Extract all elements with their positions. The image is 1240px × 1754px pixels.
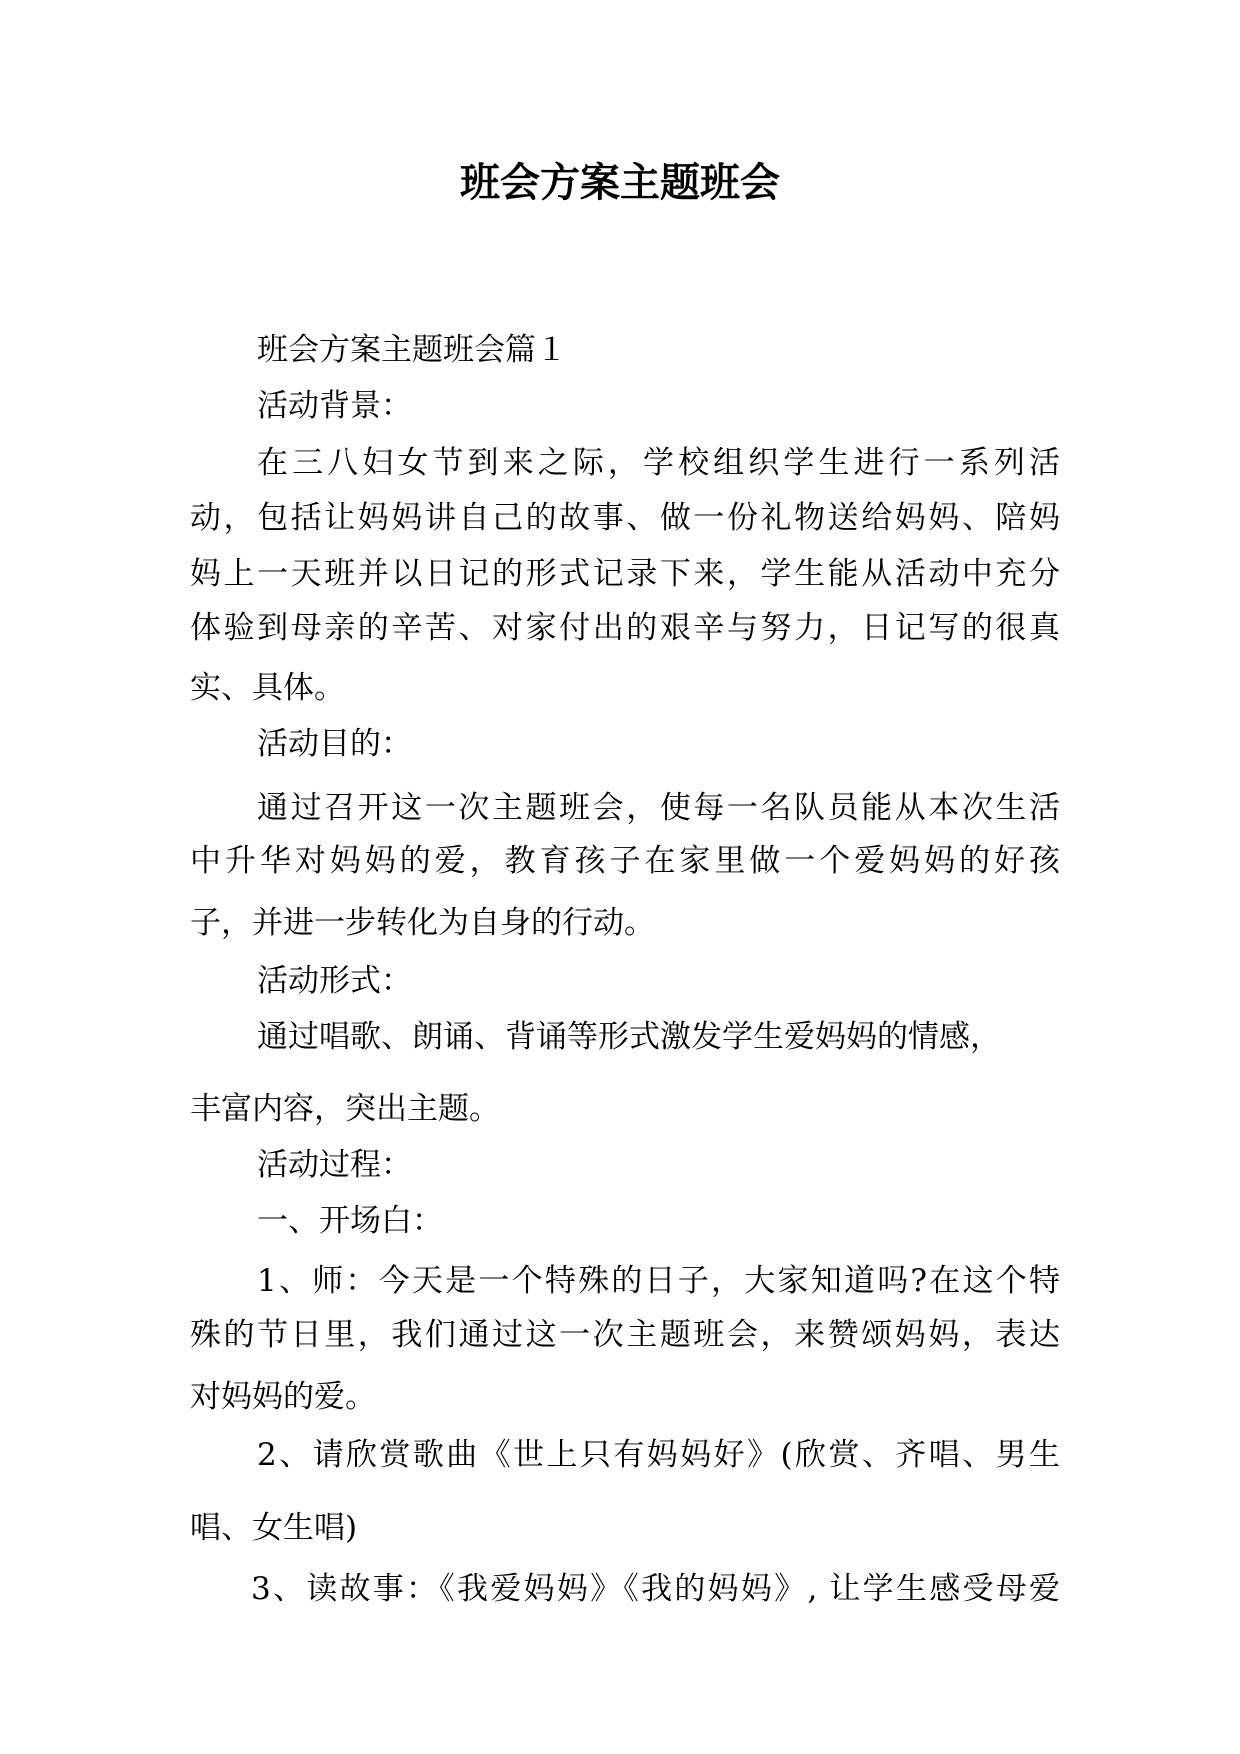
paragraph-line: 中升华对妈妈的爱，教育孩子在家里做一个爱妈妈的好孩: [190, 843, 1060, 879]
paragraph-line: 殊的节日里，我们通过这一次主题班会，来赞颂妈妈，表达: [190, 1317, 1060, 1353]
section-heading: 班会方案主题班会篇１: [257, 332, 567, 368]
paragraph-line: 丰富内容，突出主题。: [190, 1091, 500, 1127]
label-background: 活动背景：: [257, 388, 412, 424]
paragraph-line: 子，并进一步转化为自身的行动。: [190, 905, 655, 941]
paragraph-line: 3、读故事：《我爱妈妈》《我的妈妈》, 让学生感受母爱: [251, 1571, 1060, 1607]
paragraph-line: 2、请欣赏歌曲《世上只有妈妈好》(欣赏、齐唱、男生: [257, 1437, 1060, 1473]
paragraph-line: 对妈妈的爱。: [190, 1379, 376, 1415]
label-purpose: 活动目的：: [257, 726, 412, 762]
paragraph-line: 动，包括让妈妈讲自己的故事、做一份礼物送给妈妈、陪妈: [190, 500, 1060, 536]
paragraph-line: 通过召开这一次主题班会，使每一名队员能从本次生活: [257, 790, 1060, 826]
paragraph-line: 在三八妇女节到来之际，学校组织学生进行一系列活: [257, 445, 1060, 481]
paragraph-line: 实、具体。: [190, 670, 345, 706]
subheading-opening: 一、开场白：: [257, 1203, 443, 1239]
paragraph-line: 通过唱歌、朗诵、背诵等形式激发学生爱妈妈的情感，: [257, 1019, 1001, 1055]
label-form: 活动形式：: [257, 963, 412, 999]
paragraph-line: 1、师：今天是一个特殊的日子，大家知道吗?在这个特: [257, 1263, 1060, 1299]
paragraph-line: 妈上一天班并以日记的形式记录下来，学生能从活动中充分: [190, 556, 1060, 592]
label-process: 活动过程：: [257, 1147, 412, 1183]
paragraph-line: 体验到母亲的辛苦、对家付出的艰辛与努力，日记写的很真: [190, 610, 1060, 646]
paragraph-line: 唱、女生唱): [190, 1510, 358, 1546]
document-title: 班会方案主题班会: [460, 160, 780, 206]
